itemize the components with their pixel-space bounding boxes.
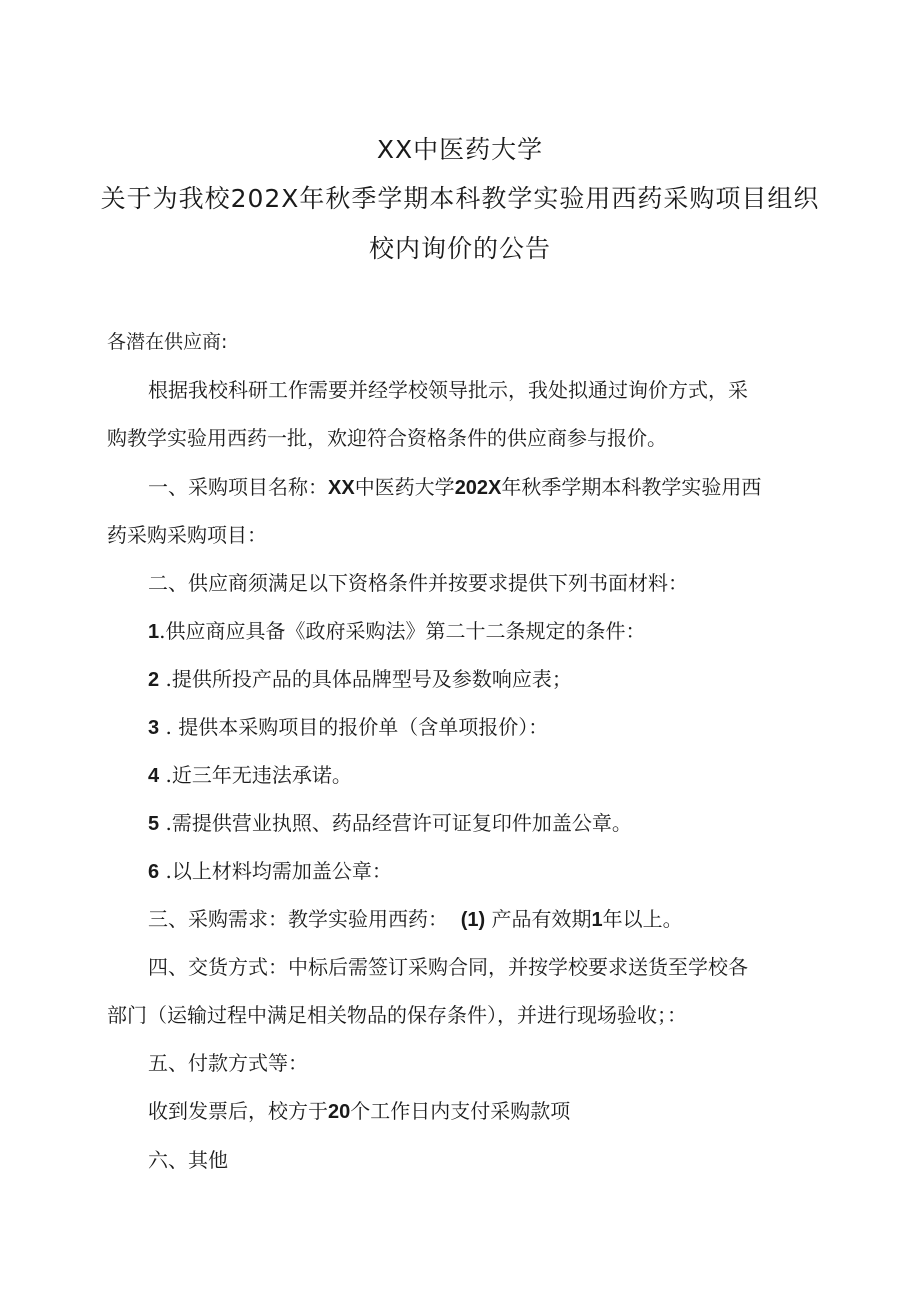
section3-num: 1 bbox=[591, 909, 603, 931]
title-university: XX中医药大学 bbox=[376, 135, 544, 164]
section2-item bbox=[148, 809, 632, 838]
section1-mid: 中医药大学 bbox=[354, 475, 455, 499]
section3-paren: (1) bbox=[460, 909, 486, 931]
section4-line2: 部门（运输过程中满足相关物品的保存条件），并进行现场验收；： bbox=[107, 1003, 687, 1027]
section1-prefix: 一、采购项目名称： bbox=[148, 475, 328, 499]
section2-item bbox=[148, 617, 645, 646]
item-number: 3 bbox=[148, 717, 160, 739]
item-text: .提供所投产品的具体品牌型号及参数响应表； bbox=[159, 667, 572, 691]
item-text: . 提供本采购项目的报价单（含单项报价）： bbox=[159, 715, 549, 739]
item-text: .以上材料均需加盖公章： bbox=[159, 859, 392, 883]
section3-line bbox=[148, 905, 683, 934]
section1-org: XX bbox=[328, 477, 355, 499]
title-subject-line1: 关于为我校202X年秋季学期本科教学实验用西药采购项目组织 bbox=[100, 184, 820, 213]
item-text: .供应商应具备《政府采购法》第二十二条规定的条件： bbox=[159, 619, 646, 643]
item-number: 1 bbox=[148, 621, 160, 643]
section5-heading: 五、付款方式等： bbox=[148, 1051, 308, 1075]
section2-item bbox=[148, 761, 352, 790]
section5-num: 20 bbox=[328, 1101, 351, 1123]
section1-rest: 年秋季学期本科教学实验用西 bbox=[501, 475, 762, 499]
section3-prefix: 三、采购需求：教学实验用西药： bbox=[148, 907, 448, 931]
section4-line1: 四、交货方式：中标后需签订采购合同，并按学校要求送货至学校各 bbox=[148, 955, 748, 979]
intro-line1: 根据我校科研工作需要并经学校领导批示，我处拟通过询价方式，采 bbox=[148, 378, 748, 402]
section5-post: 个工作日内支付采购款项 bbox=[350, 1099, 571, 1123]
section2-item bbox=[148, 713, 548, 742]
section5-pre: 收到发票后，校方于 bbox=[148, 1099, 328, 1123]
section1-line2: 药采购采购项目： bbox=[107, 523, 267, 547]
item-text: .需提供营业执照、药品经营许可证复印件加盖公章。 bbox=[159, 811, 632, 835]
item-text: .近三年无违法承诺。 bbox=[159, 763, 352, 787]
item-number: 2 bbox=[148, 669, 160, 691]
section2-item bbox=[148, 857, 392, 886]
section1-year: 202X bbox=[454, 477, 502, 499]
section3-mid: 产品有效期 bbox=[485, 907, 592, 931]
section2-item bbox=[148, 665, 572, 694]
item-number: 4 bbox=[148, 765, 160, 787]
salutation: 各潜在供应商: bbox=[107, 331, 228, 353]
section5-body bbox=[148, 1097, 570, 1126]
section3-rest: 年以上。 bbox=[602, 907, 683, 931]
item-number: 5 bbox=[148, 813, 160, 835]
section6-heading: 六、其他 bbox=[148, 1148, 228, 1172]
item-number: 6 bbox=[148, 861, 160, 883]
title-subject-line2: 校内询价的公告 bbox=[368, 234, 551, 263]
intro-line2: 购教学实验用西药一批，欢迎符合资格条件的供应商参与报价。 bbox=[107, 426, 667, 450]
section1-line1 bbox=[148, 473, 761, 502]
section2-heading: 二、供应商须满足以下资格条件并按要求提供下列书面材料： bbox=[148, 571, 688, 595]
